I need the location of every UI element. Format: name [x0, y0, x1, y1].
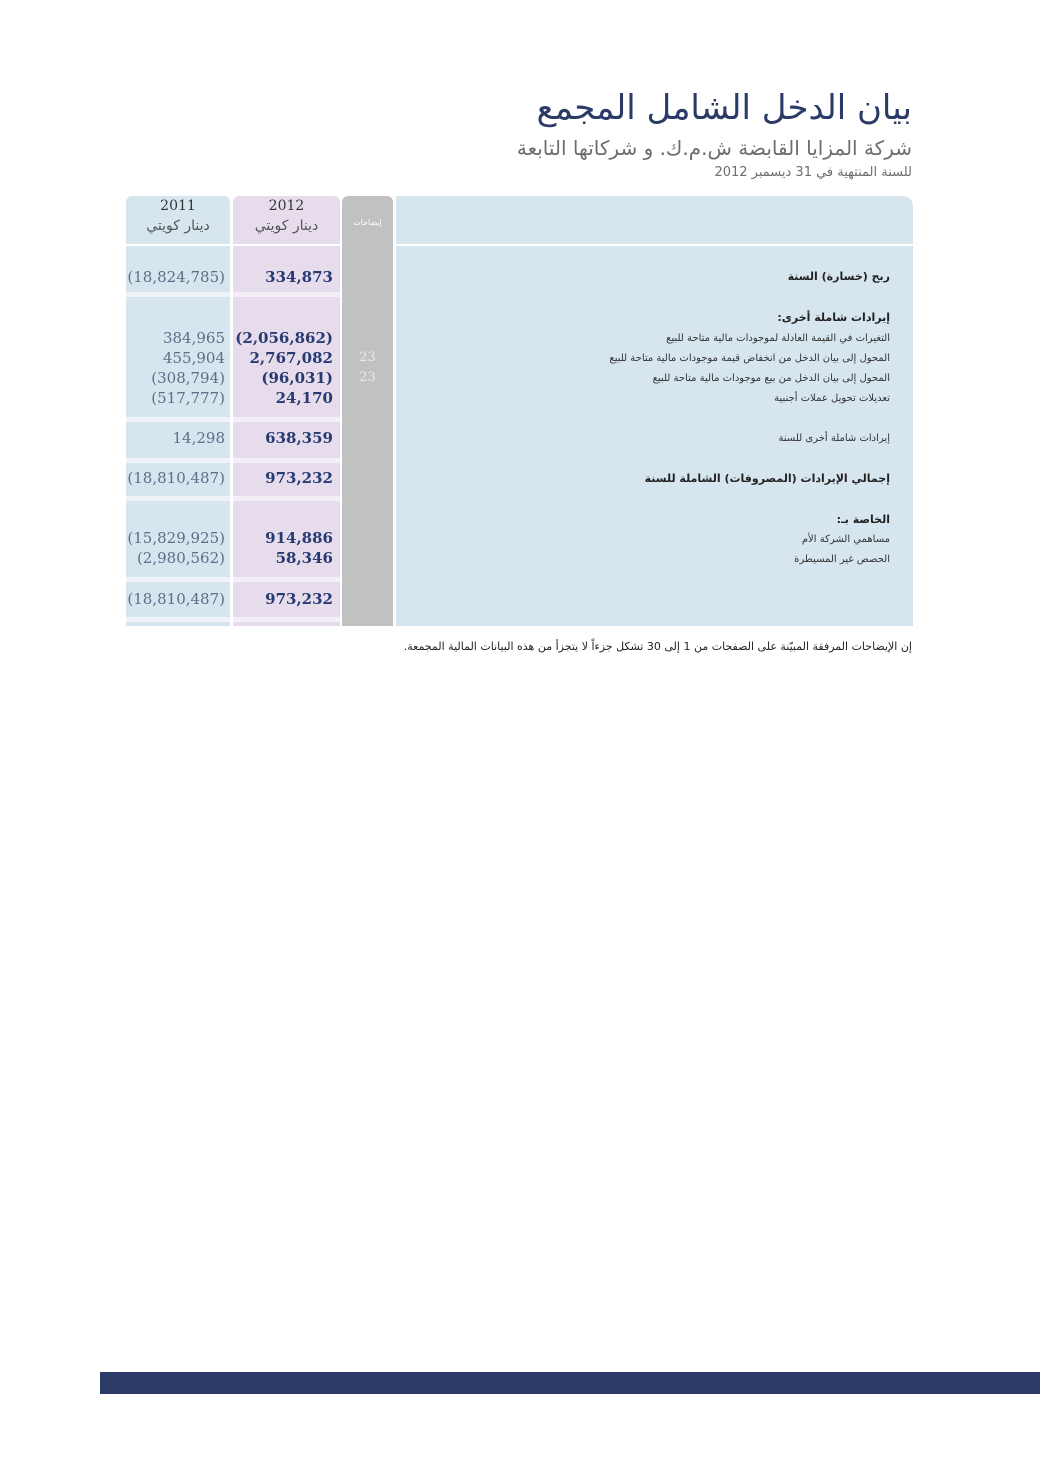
period-label: للسنة المنتهية في 31 ديسمبر 2012: [714, 165, 912, 180]
footer-bar: [100, 1372, 1040, 1394]
value-2012: 334,873: [265, 268, 333, 286]
year-2012-header: 2012: [268, 198, 305, 214]
value-2012: 2,767,082: [249, 349, 333, 367]
value-2011: (517,777): [151, 389, 225, 407]
value-2012: 638,359: [265, 429, 333, 447]
row-label: الحصص غير المسيطرة: [794, 554, 890, 565]
row-separator: [126, 577, 340, 582]
value-2012: 914,886: [265, 529, 333, 547]
company-name: شركة المزايا القابضة ش.م.ك. و شركاتها التابعة: [516, 136, 912, 160]
row-label: إيرادات شاملة أخرى للسنة: [778, 433, 890, 444]
value-2012: 973,232: [265, 590, 333, 608]
row-label: تعديلات تحويل عملات أجنبية: [774, 393, 890, 404]
value-2011: (18,810,487): [127, 590, 225, 608]
value-2011: (2,980,562): [136, 549, 225, 567]
note-reference: 23: [359, 350, 376, 365]
footnote: إن الإيضاحات المرفقة المبيّنة على الصفحات من 1 إلى 30 تشكل جزءاً لا يتجزأ من هذه البيانات المالية المجمعة.: [403, 640, 912, 653]
notes-header: إيضاحات: [353, 218, 382, 227]
row-label: ربح (خسارة) السنة: [787, 270, 890, 283]
value-2011: 455,904: [162, 349, 225, 367]
statement-title: بيان الدخل الشامل المجمع: [536, 88, 912, 128]
row-separator: [126, 417, 340, 422]
value-2012: 973,232: [265, 469, 333, 487]
currency-2012-header: دينار كويتي: [254, 218, 319, 234]
value-2011: (15,829,925): [127, 529, 225, 547]
value-2011: (18,824,785): [127, 268, 225, 286]
row-label: المحول إلى بيان الدخل من انخفاض قيمة موجودات مالية متاحة للبيع: [609, 353, 890, 364]
note-reference: 23: [359, 370, 376, 385]
value-2011: 14,298: [172, 429, 225, 447]
header-divider: [233, 244, 340, 246]
column-notes: [342, 196, 393, 626]
value-2012: (96,031): [261, 369, 333, 387]
header-divider: [396, 244, 913, 246]
row-separator: [126, 617, 340, 622]
section-heading: إيرادات شاملة أخرى:: [777, 311, 890, 324]
row-label: إجمالي الإيرادات (المصروفات) الشاملة للسنة: [644, 472, 890, 485]
currency-2011-header: دينار كويتي: [146, 218, 210, 234]
row-label: التغيرات في القيمة العادلة لموجودات مالية متاحة للبيع: [666, 333, 890, 344]
row-label: المحول إلى بيان الدخل من بيع موجودات مالية متاحة للبيع: [652, 373, 890, 384]
value-2011: 384,965: [162, 329, 225, 347]
row-label: مساهمي الشركة الأم: [801, 534, 890, 545]
value-2012: 58,346: [275, 549, 333, 567]
value-2011: (18,810,487): [127, 469, 225, 487]
year-2011-header: 2011: [160, 198, 196, 214]
value-2012: 24,170: [275, 389, 333, 407]
value-2012: (2,056,862): [235, 329, 333, 347]
row-separator: [126, 496, 340, 501]
header-divider: [126, 244, 230, 246]
row-separator: [126, 458, 340, 463]
section-heading: الخاصة بـ:: [836, 513, 890, 526]
row-separator: [126, 292, 340, 297]
value-2011: (308,794): [151, 369, 225, 387]
